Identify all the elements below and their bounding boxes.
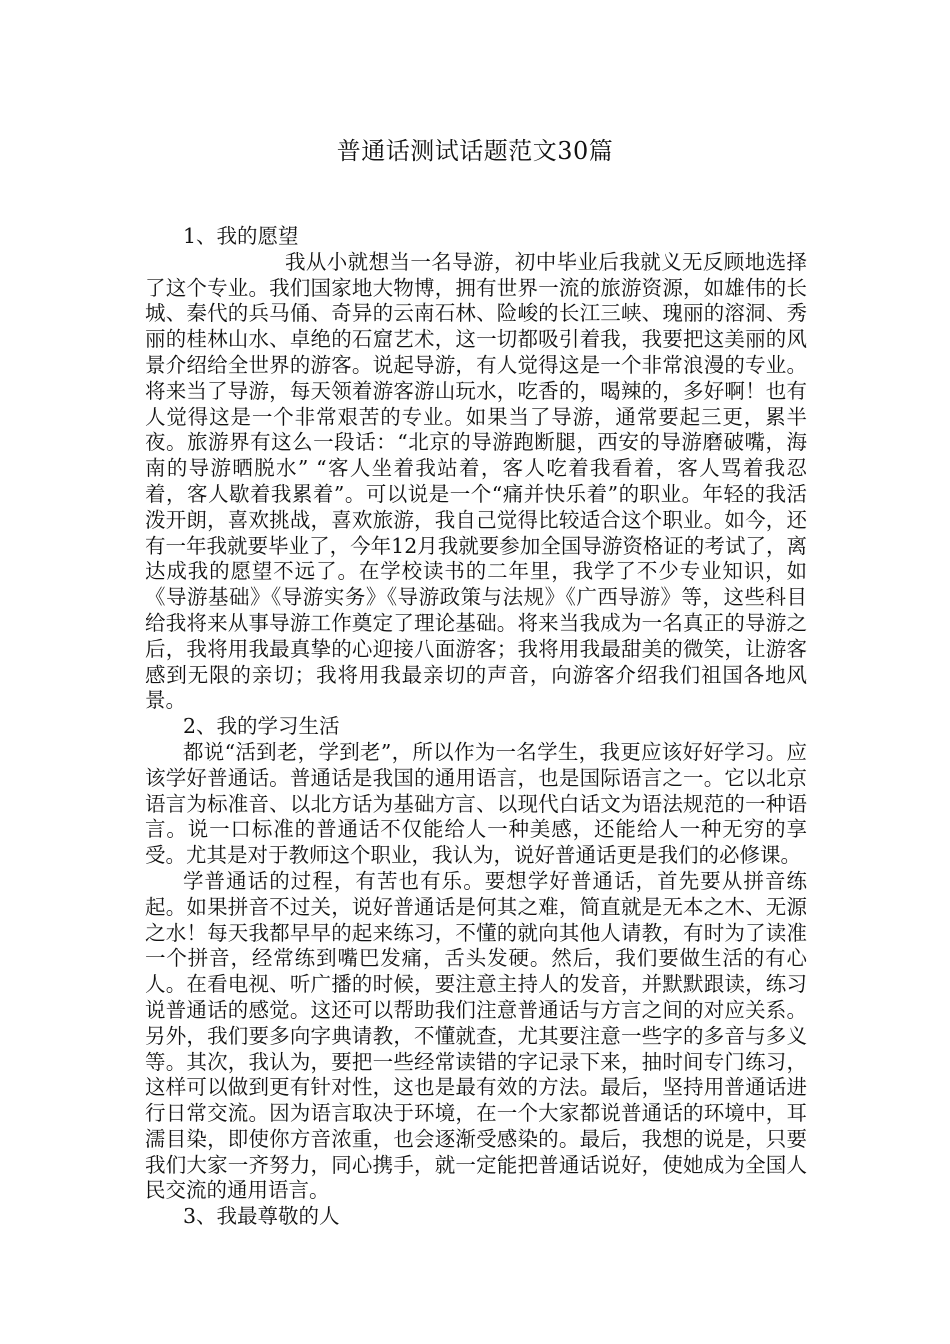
section-1-paragraph-1: 我从小就想当一名导游，初中毕业后我就义无反顾地选择了这个专业。我们国家地大物博，拥有世界一流的旅游资源，如雄伟的长城、秦代的兵马俑、奇异的云南石林、险峻的长江三峡、瑰丽的溶洞、秀丽的桂林山水、卓绝的石窟艺术，这一切都吸引着我，我要把这美丽的风景介绍给全世界的游客。说起导游，有人觉得这是一个非常浪漫的专业。将来当了导游，每天领着游客游山玩水，吃香的，喝辣的，多好啊！也有人觉得这是一个非常艰苦的专业。如果当了导游，通常要起三更，累半夜。旅游界有这么一段话：“北京的导游跑断腿，西安的导游磨破嘴，海南的导游晒脱水” “客人坐着我站着，客人吃着我看着，客人骂着我忍着，客人歇着我累着”。可以说是一个“痛并快乐着”的职业。年轻的我活泼开朗，喜欢挑战，喜欢旅游，我自己觉得比较适合这个职业。如今，还有一年我就要毕业了，今年12月我就要参加全国导游资格证的考试了，离达成我的愿望不远了。在学校读书的二年里，我学了不少专业知识，如《导游基础》《导游实务》《导游政策与法规》《广西导游》等，这些科目给我将来从事导游工作奠定了理论基础。将来当我成为一名真正的导游之后，我将用我最真挚的心迎接八面游客；我将用我最甜美的微笑，让游客感到无限的亲切；我将用我最亲切的声音，向游客介绍我们祖国各地风景。 — [145, 249, 807, 713]
document-body — [145, 224, 807, 1230]
section-2-paragraph-2: 学普通话的过程，有苦也有乐。要想学好普通话，首先要从拼音练起。如果拼音不过关，说好普通话是何其之难，简直就是无本之木、无源之水！每天我都早早的起来练习，不懂的就向其他人请教，有时为了读准一个拼音，经常练到嘴巴发痛，舌头发硬。然后，我们要做生活的有心人。在看电视、听广播的时候，要注意主持人的发音，并默默跟读，练习说普通话的感觉。这还可以帮助我们注意普通话与方言之间的对应关系。另外，我们要多向字典请教，不懂就查，尤其要注意一些字的多音与多义等。其次，我认为，要把一些经常读错的字记录下来，抽时间专门练习，这样可以做到更有针对性，这也是最有效的方法。最后，坚持用普通话进行日常交流。因为语言取决于环境，在一个大家都说普通话的环境中，耳濡目染，即使你方音浓重，也会逐渐受感染的。最后，我想的说是，只要我们大家一齐努力，同心携手，就一定能把普通话说好，使她成为全国人民交流的通用语言。 — [145, 868, 807, 1203]
section-2-paragraph-1: 都说“活到老，学到老”，所以作为一名学生，我更应该好好学习。应该学好普通话。普通话是我国的通用语言，也是国际语言之一。它以北京语言为标准音、以北方话为基础方言、以现代白话文为语法规范的一种语言。说一口标准的普通话不仅能给人一种美感，还能给人一种无穷的享受。尤其是对于教师这个职业，我认为，说好普通话更是我们的必修课。 — [145, 739, 807, 868]
document-title: 普通话测试话题范文30篇 — [336, 137, 614, 165]
section-heading-1: 1、我的愿望 — [183, 224, 299, 248]
section-heading-3: 3、我最尊敬的人 — [183, 1204, 340, 1229]
section-heading-2: 2、我的学习生活 — [183, 714, 340, 739]
